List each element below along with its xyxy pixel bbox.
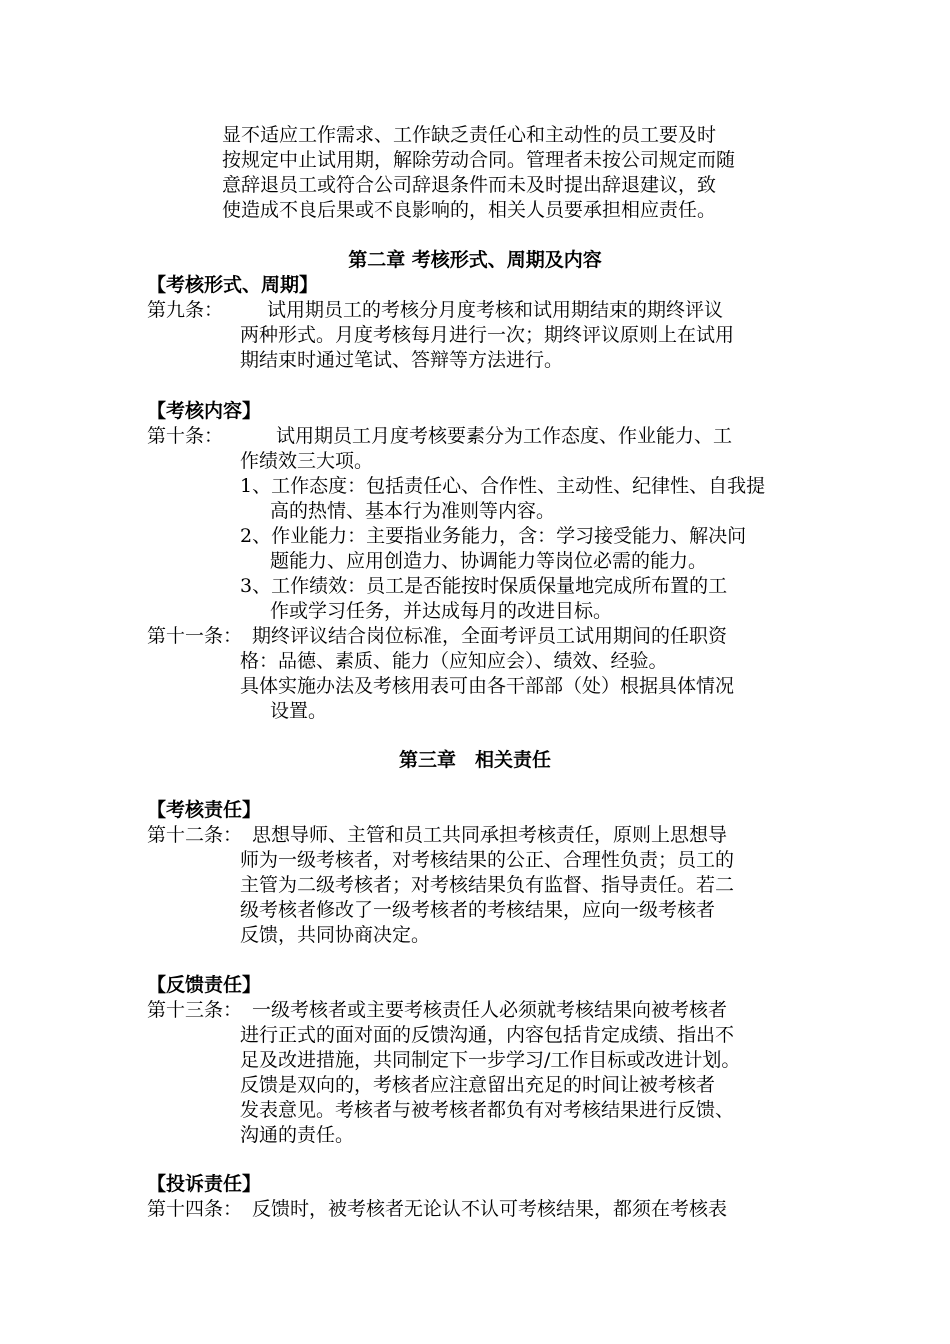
intro-line-2: 按规定中止试用期，解除劳动合同。管理者未按公司规定而随 — [222, 149, 736, 171]
intro-line-1: 显不适应工作需求、工作缺乏责任心和主动性的员工要及时 — [222, 124, 717, 146]
chapter-2-title: 第二章 考核形式、周期及内容 — [348, 249, 602, 271]
article-13-line-2: 进行正式的面对面的反馈沟通，内容包括肯定成绩、指出不 — [240, 1024, 735, 1046]
intro-line-4: 使造成不良后果或不良影响的，相关人员要承担相应责任。 — [222, 199, 717, 221]
article-14-label: 第十四条： — [147, 1198, 243, 1220]
article-13-line-4: 反馈是双向的，考核者应注意留出充足的时间让被考核者 — [240, 1074, 716, 1096]
article-11-label: 第十一条： — [147, 625, 243, 647]
article-13-line-1: 一级考核者或主要考核责任人必须就考核结果向被考核者 — [252, 999, 728, 1021]
article-11-extra-line-2: 设置。 — [270, 700, 328, 722]
article-9-line-3: 期结束时通过笔试、答辩等方法进行。 — [240, 349, 564, 371]
article-10-item-3-line-2: 作或学习任务，并达成每月的改进目标。 — [270, 600, 613, 622]
article-9-line-2: 两种形式。月度考核每月进行一次；期终评议原则上在试用 — [240, 324, 735, 346]
article-11-extra-line-1: 具体实施办法及考核用表可由各干部部（处）根据具体情况 — [240, 675, 735, 697]
chapter-3-title: 第三章 相关责任 — [398, 749, 551, 771]
article-14-line-1: 反馈时，被考核者无论认不认可考核结果，都须在考核表 — [252, 1198, 728, 1220]
article-13-line-3: 足及改进措施，共同制定下一步学习/工作目标或改进计划。 — [240, 1049, 741, 1071]
article-13-line-6: 沟通的责任。 — [240, 1124, 355, 1146]
article-12-line-3: 主管为二级考核者；对考核结果负有监督、指导责任。若二 — [240, 874, 735, 896]
article-12-line-2: 师为一级考核者，对考核结果的公正、合理性负责；员工的 — [240, 849, 735, 871]
article-10-item-2-line-2: 题能力、应用创造力、协调能力等岗位必需的能力。 — [270, 550, 708, 572]
article-9-label: 第九条： — [147, 299, 224, 321]
article-12-label: 第十二条： — [147, 824, 243, 846]
section-form-heading: 【考核形式、周期】 — [147, 274, 319, 296]
article-13-label: 第十三条： — [147, 999, 243, 1021]
article-11-line-2: 格：品德、素质、能力（应知应会）、绩效、经验。 — [240, 650, 668, 672]
article-10-item-1-line-1: 1、工作态度：包括责任心、合作性、主动性、纪律性、自我提 — [240, 475, 766, 497]
article-10-item-3-line-1: 3、工作绩效：员工是否能按时保质保量地完成所布置的工 — [240, 575, 728, 597]
intro-line-3: 意辞退员工或符合公司辞退条件而未及时提出辞退建议，致 — [222, 174, 717, 196]
article-10-label: 第十条： — [147, 425, 224, 447]
article-12-line-5: 反馈，共同协商决定。 — [240, 924, 431, 946]
section-exam-heading: 【考核责任】 — [147, 799, 262, 821]
article-10-item-2-line-1: 2、作业能力：主要指业务能力，含：学习接受能力、解决问 — [240, 525, 747, 547]
article-9-line-1: 试用期员工的考核分月度考核和试用期结束的期终评议 — [267, 299, 724, 321]
article-12-line-4: 级考核者修改了一级考核者的考核结果，应向一级考核者 — [240, 899, 716, 921]
article-11-line-1: 期终评议结合岗位标准，全面考评员工试用期间的任职资 — [252, 625, 728, 647]
article-10-item-1-line-2: 高的热情、基本行为准则等内容。 — [270, 500, 556, 522]
article-12-line-1: 思想导师、主管和员工共同承担考核责任，原则上思想导 — [252, 824, 728, 846]
section-feedback-heading: 【反馈责任】 — [147, 974, 262, 996]
article-10-line-2: 作绩效三大项。 — [240, 450, 374, 472]
section-complaint-heading: 【投诉责任】 — [147, 1173, 262, 1195]
section-content-heading: 【考核内容】 — [147, 400, 262, 422]
article-13-line-5: 发表意见。考核者与被考核者都负有对考核结果进行反馈、 — [240, 1099, 735, 1121]
article-10-line-1: 试用期员工月度考核要素分为工作态度、作业能力、工 — [276, 425, 733, 447]
